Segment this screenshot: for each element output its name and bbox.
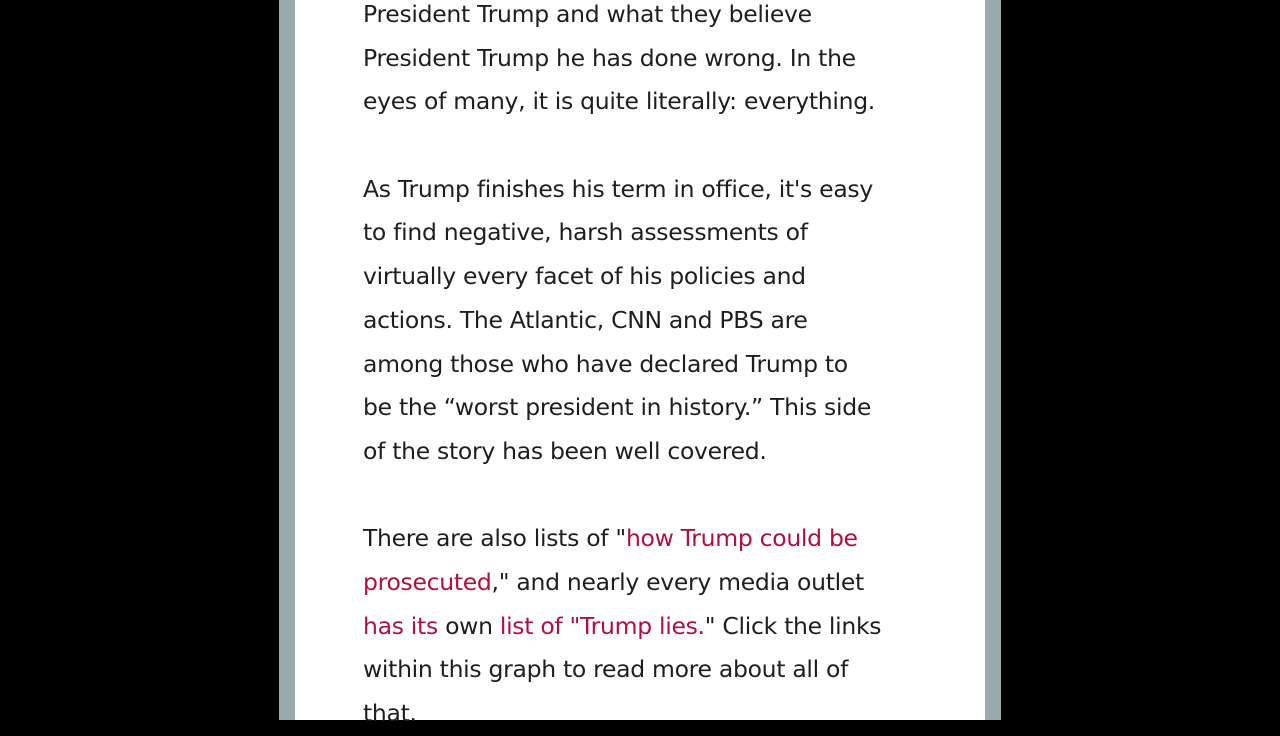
paragraph-2 (363, 168, 923, 474)
text-line (363, 605, 923, 649)
text-line: of the story has been well covered. (363, 436, 767, 465)
text-line (363, 517, 923, 561)
text-line: virtually every facet of his policies and (363, 262, 806, 291)
text-line: President Trump he has done wrong. In the (363, 43, 856, 72)
text: " Click the links (704, 611, 882, 640)
text-line: As Trump finishes his term in office, it's easy (363, 174, 873, 203)
article-body (363, 0, 923, 736)
text: There are also lists of " (363, 524, 626, 553)
text-line: to find negative, harsh assessments of (363, 218, 808, 247)
text-line: eyes of many, it is quite literally: everything. (363, 87, 875, 116)
paragraph-1 (363, 0, 923, 124)
text-line: actions. The Atlantic, CNN and PBS are (363, 305, 808, 334)
link-how-trump-could-be-prosecuted-cont[interactable]: prosecuted (363, 567, 492, 596)
text-line: among those who have declared Trump to (363, 349, 848, 378)
link-has-its[interactable]: has its (363, 611, 438, 640)
link-how-trump-could-be-prosecuted[interactable]: how Trump could be (625, 524, 858, 553)
text-line: that. (363, 699, 417, 727)
article-page (295, 0, 985, 727)
link-list-of-trump-lies[interactable]: list of "Trump lies. (499, 611, 705, 640)
text-line: within this graph to read more about all of (363, 655, 849, 684)
paragraph-3 (363, 517, 923, 735)
text-line: President Trump and what they believe (363, 0, 812, 28)
text-line (363, 561, 923, 605)
text: own (437, 611, 500, 640)
text: ," and nearly every media outlet (491, 567, 864, 596)
text-line: be the “worst president in history.” This side (363, 393, 871, 422)
